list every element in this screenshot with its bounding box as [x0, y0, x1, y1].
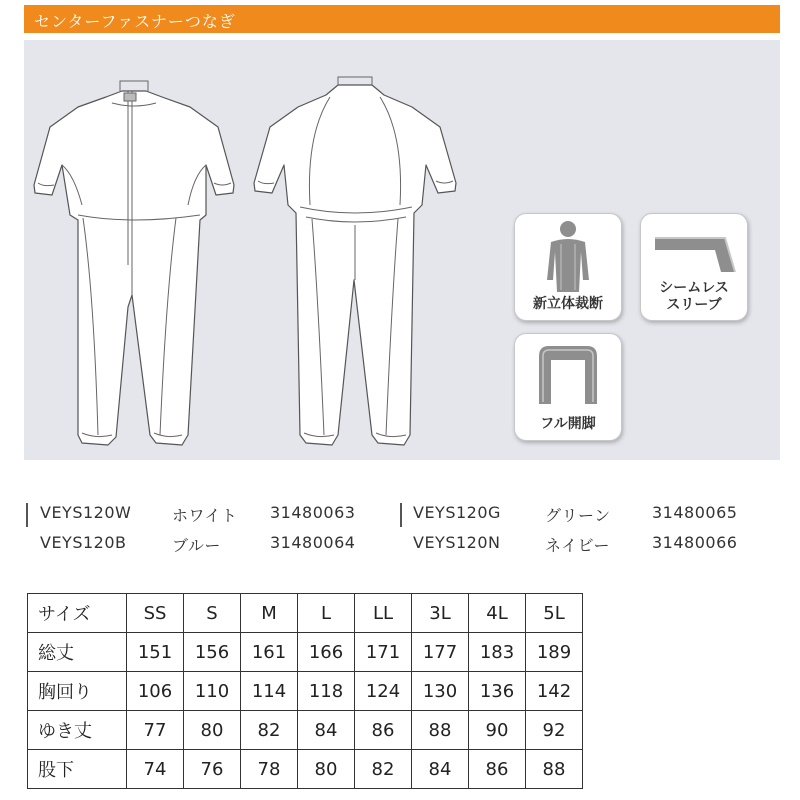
- table-cell: 86: [469, 750, 526, 789]
- table-row: [28, 633, 583, 672]
- table-header-cell: サイズ: [28, 594, 127, 633]
- badge-label-line1: シームレス: [659, 280, 729, 296]
- table-header-cell: 5L: [526, 594, 583, 633]
- table-cell: 156: [184, 633, 241, 672]
- table-header-cell: S: [184, 594, 241, 633]
- badge-label-line2: スリーブ: [666, 297, 722, 313]
- product-number: 31480066: [652, 533, 738, 552]
- divider-right: [400, 503, 402, 527]
- table-cell: 76: [184, 750, 241, 789]
- table-cell: 189: [526, 633, 583, 672]
- product-number: 31480063: [270, 503, 356, 522]
- badge-full-open-leg: [514, 333, 622, 441]
- page-title: センターファスナーつなぎ: [34, 12, 236, 31]
- product-code: VEYS120W: [40, 503, 132, 522]
- table-cell: 77: [127, 711, 184, 750]
- table-cell: 88: [412, 711, 469, 750]
- table-header-row: [28, 594, 583, 633]
- product-number: 31480064: [270, 533, 356, 552]
- product-color: ネイビー: [545, 536, 611, 555]
- table-cell: 78: [241, 750, 298, 789]
- table-cell: 114: [241, 672, 298, 711]
- table-header-cell: 3L: [412, 594, 469, 633]
- table-header-cell: L: [298, 594, 355, 633]
- table-cell: 80: [184, 711, 241, 750]
- table-cell: 82: [241, 711, 298, 750]
- table-row: [28, 672, 583, 711]
- table-header-cell: SS: [127, 594, 184, 633]
- table-cell: 86: [355, 711, 412, 750]
- table-cell: 161: [241, 633, 298, 672]
- product-code: VEYS120N: [413, 533, 501, 552]
- table-row-label: 股下: [28, 750, 127, 789]
- table-cell: 84: [412, 750, 469, 789]
- table-row: [28, 750, 583, 789]
- size-table: [27, 593, 583, 789]
- table-row: [28, 711, 583, 750]
- table-cell: 82: [355, 750, 412, 789]
- table-cell: 183: [469, 633, 526, 672]
- full-open-leg-icon: [533, 342, 603, 404]
- table-cell: 130: [412, 672, 469, 711]
- table-header-cell: LL: [355, 594, 412, 633]
- table-cell: 151: [127, 633, 184, 672]
- table-row-label: ゆき丈: [28, 711, 127, 750]
- badge-label: フル開脚: [540, 416, 596, 432]
- table-cell: 110: [184, 672, 241, 711]
- product-color: グリーン: [545, 506, 611, 525]
- badge-label: 新立体裁断: [533, 296, 603, 312]
- table-cell: 90: [469, 711, 526, 750]
- product-color: ホワイト: [172, 506, 238, 525]
- table-cell: 171: [355, 633, 412, 672]
- table-row-label: 胸回り: [28, 672, 127, 711]
- table-cell: 124: [355, 672, 412, 711]
- divider-left: [26, 503, 28, 527]
- table-cell: 177: [412, 633, 469, 672]
- product-code: VEYS120B: [40, 533, 127, 552]
- table-cell: 106: [127, 672, 184, 711]
- header-bar: [24, 5, 780, 33]
- badge-seamless-sleeve: [640, 213, 748, 321]
- table-cell: 80: [298, 750, 355, 789]
- table-header-cell: 4L: [469, 594, 526, 633]
- table-header-cell: M: [241, 594, 298, 633]
- coverall-front-illustration: [26, 75, 242, 450]
- coverall-back-illustration: [246, 75, 462, 450]
- body-figure-icon: [543, 220, 593, 292]
- table-cell: 92: [526, 711, 583, 750]
- table-cell: 136: [469, 672, 526, 711]
- product-color: ブルー: [172, 536, 221, 555]
- table-cell: 166: [298, 633, 355, 672]
- product-number: 31480065: [652, 503, 738, 522]
- product-code: VEYS120G: [413, 503, 501, 522]
- table-cell: 118: [298, 672, 355, 711]
- table-row-label: 総丈: [28, 633, 127, 672]
- table-cell: 84: [298, 711, 355, 750]
- seamless-sleeve-icon: [651, 224, 739, 274]
- table-cell: 88: [526, 750, 583, 789]
- table-cell: 74: [127, 750, 184, 789]
- table-cell: 142: [526, 672, 583, 711]
- badge-new-3d-cut: [514, 213, 622, 321]
